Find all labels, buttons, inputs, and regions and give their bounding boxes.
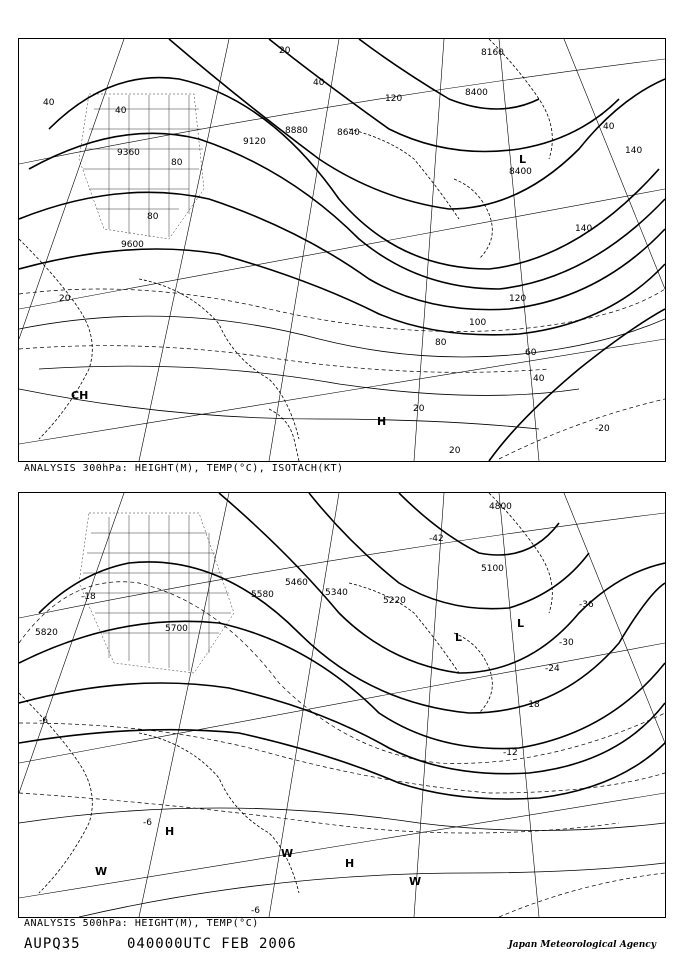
height-label: 4800 — [489, 502, 512, 512]
svg-text:100: 100 — [469, 318, 487, 328]
temperature-500 — [19, 582, 665, 917]
pressure-centers-500 — [95, 617, 524, 888]
svg-text:40: 40 — [533, 374, 545, 384]
height-label: 5460 — [285, 578, 308, 588]
high-center: H — [377, 415, 387, 428]
svg-text:-30: -30 — [559, 638, 574, 648]
map-panel-500hpa — [18, 492, 666, 918]
agency-name: Japan Meteorological Agency — [508, 940, 656, 950]
height-label: 5100 — [481, 564, 504, 574]
caption-500hpa: ANALYSIS 500hPa: HEIGHT(M), TEMP(°C) — [24, 918, 259, 929]
high-center: H — [165, 825, 175, 838]
height-contours-500-south — [19, 808, 665, 917]
caption-300hpa: ANALYSIS 300hPa: HEIGHT(M), TEMP(°C), ISOTACH(KT) — [24, 463, 344, 474]
height-label: 8160 — [481, 48, 504, 58]
svg-text:-6: -6 — [251, 906, 260, 916]
svg-text:80: 80 — [171, 158, 183, 168]
valid-time: 040000UTC FEB 2006 — [127, 936, 297, 952]
height-label: 5340 — [325, 588, 348, 598]
height-label: 8880 — [285, 126, 308, 136]
pressure-centers-300 — [71, 153, 526, 428]
svg-text:140: 140 — [625, 146, 643, 156]
height-label: 9120 — [243, 137, 266, 147]
svg-text:-12: -12 — [503, 748, 518, 758]
height-label: 8400 — [465, 88, 488, 98]
temperature-300 — [19, 289, 665, 459]
height-label: 9360 — [117, 148, 140, 158]
height-label: 8640 — [337, 128, 360, 138]
coastlines — [19, 39, 552, 461]
svg-text:-36: -36 — [579, 600, 594, 610]
svg-text:20: 20 — [279, 46, 291, 56]
hatched-region — [79, 513, 234, 673]
map-500hpa-canvas — [19, 493, 665, 917]
warm-center: W — [95, 865, 108, 878]
chart-id: AUPQ35 — [24, 936, 81, 952]
map-300hpa-canvas — [19, 39, 665, 461]
map-panel-300hpa — [18, 38, 666, 462]
svg-text:80: 80 — [435, 338, 447, 348]
svg-text:-24: -24 — [545, 664, 560, 674]
svg-text:40: 40 — [313, 78, 325, 88]
low-center: L — [517, 617, 525, 630]
svg-text:20: 20 — [413, 404, 425, 414]
high-center: CH — [71, 389, 89, 402]
svg-text:-42: -42 — [429, 534, 444, 544]
low-center: L — [455, 631, 463, 644]
low-center: L — [519, 153, 527, 166]
svg-text:-6: -6 — [39, 716, 48, 726]
svg-text:20: 20 — [449, 446, 461, 456]
height-label: 5220 — [383, 596, 406, 606]
high-center: H — [345, 857, 355, 870]
isotachs-300 — [19, 309, 665, 461]
svg-text:120: 120 — [385, 94, 403, 104]
hatched-region — [79, 94, 204, 239]
graticule — [19, 39, 665, 461]
svg-text:60: 60 — [525, 348, 537, 358]
graticule — [19, 493, 665, 917]
height-contours-300 — [19, 39, 665, 335]
height-label: 8400 — [509, 167, 532, 177]
svg-text:120: 120 — [509, 294, 527, 304]
temperature-labels-500 — [39, 534, 594, 916]
height-label: 5820 — [35, 628, 58, 638]
svg-text:-18: -18 — [81, 592, 96, 602]
height-label: 5700 — [165, 624, 188, 634]
warm-center: W — [409, 875, 422, 888]
svg-text:-6: -6 — [143, 818, 152, 828]
svg-text:140: 140 — [575, 224, 593, 234]
svg-text:40: 40 — [115, 106, 127, 116]
height-label: 9600 — [121, 240, 144, 250]
svg-text:20: 20 — [59, 294, 71, 304]
svg-text:40: 40 — [603, 122, 615, 132]
svg-text:40: 40 — [43, 98, 55, 108]
svg-text:-18: -18 — [525, 700, 540, 710]
svg-text:80: 80 — [147, 212, 159, 222]
warm-center: W — [281, 847, 294, 860]
height-label: 5580 — [251, 590, 274, 600]
svg-text:-20: -20 — [595, 424, 610, 434]
